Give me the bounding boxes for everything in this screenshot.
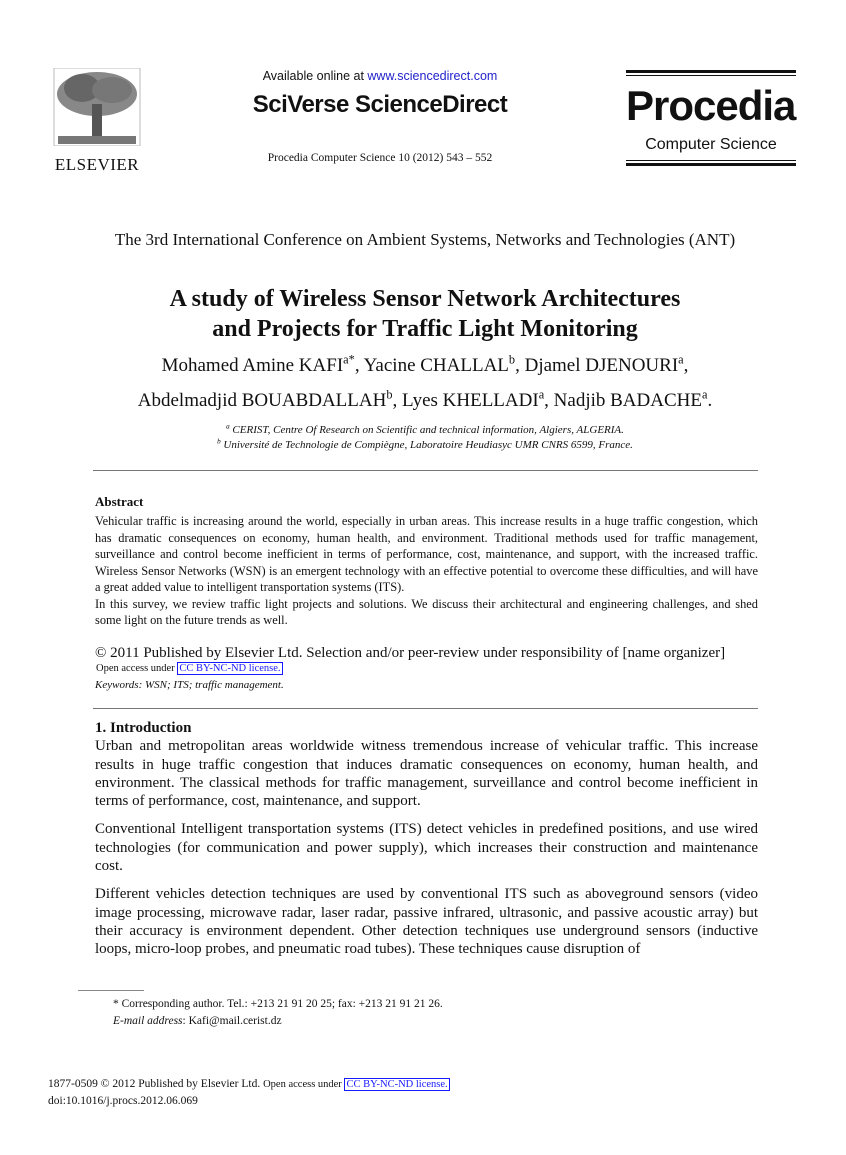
introduction-section	[95, 719, 758, 959]
doi: doi:10.1016/j.procs.2012.06.069	[48, 1095, 198, 1107]
available-online: Available online at www.sciencedirect.com	[262, 69, 498, 83]
affiliation-a: $^a$ CERIST, Centre Of Research on Scientific and technical information, Algiers, ALGERIA.	[226, 422, 624, 436]
affiliations	[100, 423, 750, 453]
open-access-notice: Open access under CC BY-NC-ND license.	[96, 663, 281, 674]
paragraph: Conventional Intelligent transportation systems (ITS) detect vehicles in predefined positions, and use wired technologies (for communication and power supply), which increases their construction and maintenance cost.	[95, 821, 758, 875]
procedia-logo: Procedia Computer Science	[626, 70, 796, 166]
sciverse-logo: SciVerse ScienceDirect	[252, 91, 508, 118]
author: Mohamed Amine $KAFI^{a*}$,	[161, 352, 364, 376]
author: Lyes KHELLADI$^a$,	[402, 387, 554, 411]
copyright-notice: © 2011 Published by Elsevier Ltd. Selection and/or peer-review under responsibility of [name organizer]	[95, 645, 726, 661]
author: Djamel DJENOURI$^a$,	[524, 352, 689, 376]
author-email: : Kafi@mail.cerist.dz	[182, 1014, 282, 1027]
author: Nadjib BADACHE$^a$.	[553, 387, 713, 411]
elsevier-logo	[52, 68, 142, 175]
paragraph: Urban and metropolitan areas worldwide witness tremendous increase of vehicular traffic. This increase results in huge traffic congestion that induces dramatic consequences on economy, human health, and environment. The classical methods for traffic management, surveillance and control become inefficient in terms of performance, cost, maintenance, and support.	[95, 738, 758, 810]
license-link[interactable]: CC BY-NC-ND license.	[179, 663, 281, 674]
page-footer: 1877-0509 © 2012 Published by Elsevier Ltd. Open access under CC BY-NC-ND license. doi:10.1016/j.procs.2012.06.069	[48, 1076, 450, 1110]
abstract-text-2: In this survey, we review traffic light projects and solutions. We discuss their architectural and engineering challenges, and shed some light on the future trends as well.	[95, 596, 758, 627]
license-link-footer[interactable]: CC BY-NC-ND license.	[346, 1079, 448, 1090]
elsevier-wordmark: ELSEVIER	[54, 155, 140, 174]
footnote-rule	[78, 990, 144, 991]
footnote: * Corresponding author. Tel.: +213 21 91 20 25; fax: +213 21 91 21 26. E-mail address: Kafi@mail.cerist.dz	[113, 998, 443, 1027]
author: Yacine CHALLAL$^b$,	[363, 352, 525, 376]
paper-title: A study of Wireless Sensor Network Architectures and Projects for Traffic Light Monitoring	[169, 286, 681, 342]
author: Abdelmadjid BOUABDALLAH$^b$,	[137, 387, 403, 411]
conference-name: The 3rd International Conference on Ambient Systems, Networks and Technologies (ANT)	[114, 230, 736, 249]
affiliation-b: $^b$ Université de Technologie de Compiègne, Laboratoire Heudiasyc UMR CNRS 6599, France.	[217, 437, 633, 451]
author-list	[110, 348, 740, 418]
divider	[93, 708, 758, 709]
keywords: Keywords: WSN; ITS; traffic management.	[95, 679, 284, 691]
elsevier-tree-icon	[52, 68, 142, 146]
abstract-text: Vehicular traffic is increasing around the world, especially in urban areas. This increase results in a huge traffic congestion, which has dramatic consequences on economy, human health, and environment. Traditional methods used for traffic management, surveillance and control become inefficient in terms of performance, cost, maintenance, and support, with the increased traffic. Wireless Sensor Networks (WSN) is an emergent technology with an effective potential to overcome these difficulties, and will have a great added value to intelligent transportation systems (ITS).	[95, 514, 758, 594]
divider	[93, 470, 758, 471]
sciencedirect-link[interactable]: www.sciencedirect.com	[367, 69, 498, 83]
abstract	[95, 494, 758, 629]
journal-citation: Procedia Computer Science 10 (2012) 543 – 552	[267, 152, 493, 164]
abstract-heading: Abstract	[95, 494, 144, 509]
paragraph: Different vehicles detection techniques are used by conventional ITS such as aboveground sensors (video image processing, microwave radar, laser radar, passive infrared, ultrasonic, and passive acoustic array) but their accuracy is environment dependent. Other detection techniques use underground sensors (inductive loops, micro-loop probes, and pneumatic road tubes). These techniques cause disruption of	[95, 886, 758, 958]
section-heading: 1. Introduction	[95, 720, 192, 736]
